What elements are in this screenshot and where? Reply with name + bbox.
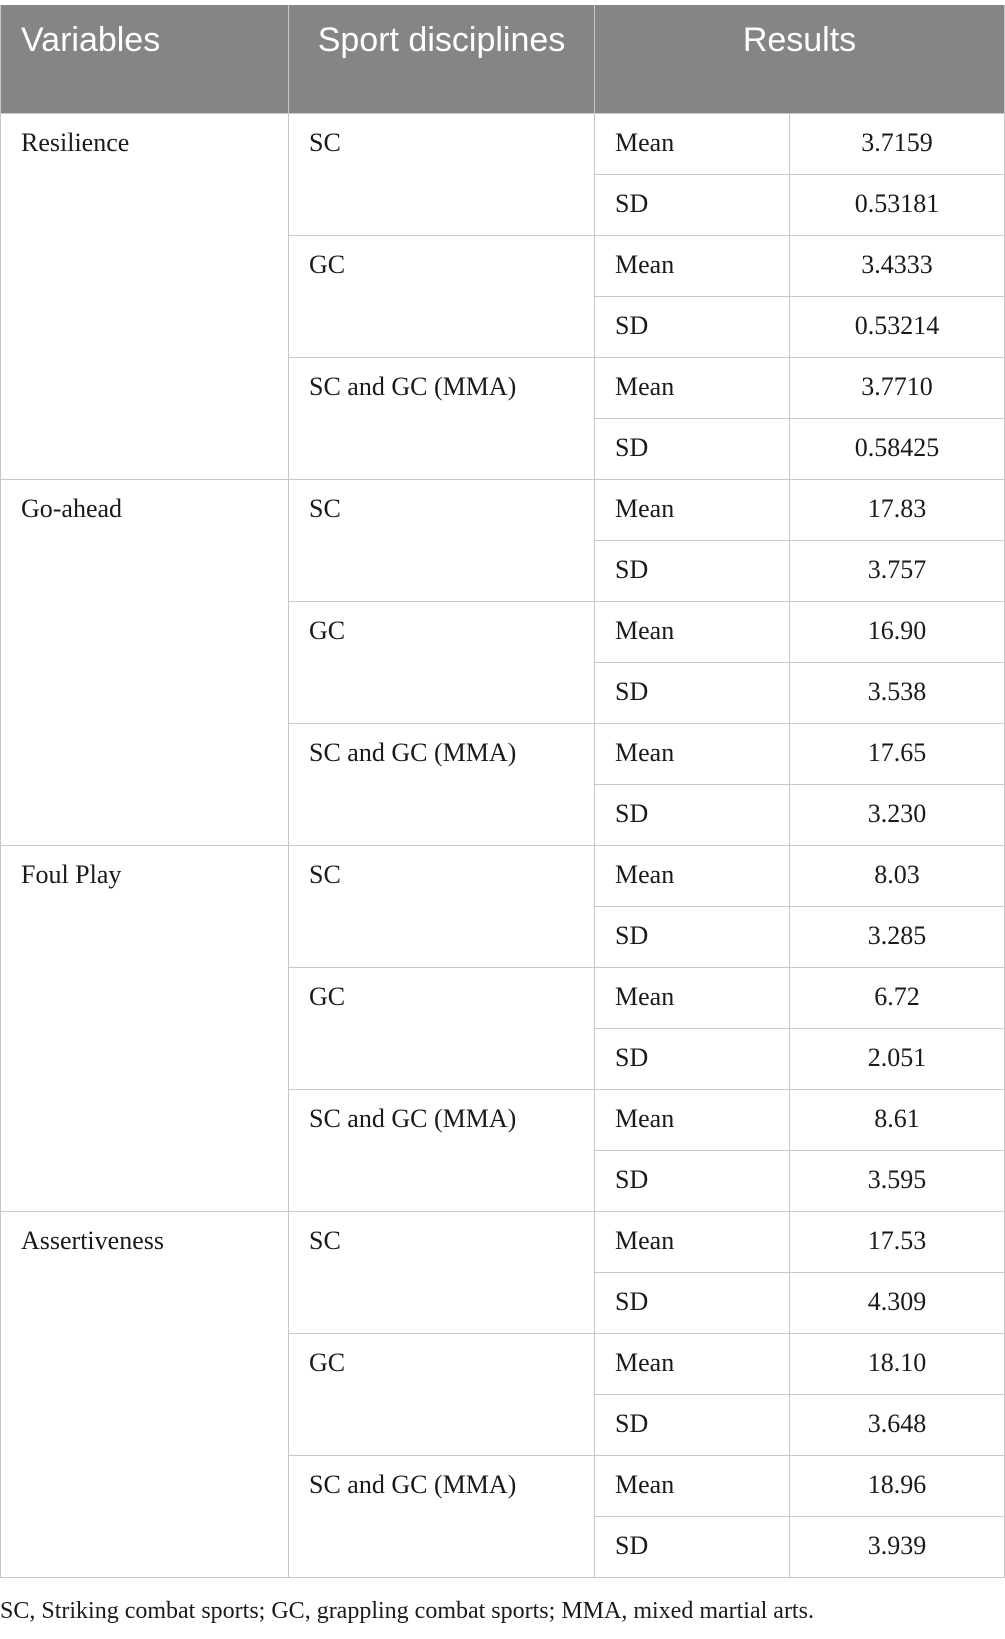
table-row xyxy=(1,845,1005,906)
table-footnote: SC, Striking combat sports; GC, grappling combat sports; MMA, mixed martial arts. xyxy=(0,1598,814,1624)
stat-value-cell: 3.7710 xyxy=(790,357,1005,418)
stat-value-cell: 3.285 xyxy=(790,906,1005,967)
stat-value-cell: 3.4333 xyxy=(790,235,1005,296)
stat-label-cell: SD xyxy=(595,906,790,967)
discipline-cell: SC xyxy=(289,1211,595,1333)
stat-label-cell: Mean xyxy=(595,967,790,1028)
variable-cell: Assertiveness xyxy=(1,1211,289,1577)
stat-label-cell: Mean xyxy=(595,479,790,540)
stat-label-cell: Mean xyxy=(595,845,790,906)
discipline-cell: SC and GC (MMA) xyxy=(289,357,595,479)
header-variables: Variables xyxy=(1,5,289,113)
stat-label-cell: SD xyxy=(595,1150,790,1211)
discipline-cell: SC and GC (MMA) xyxy=(289,723,595,845)
stat-label-cell: SD xyxy=(595,540,790,601)
stat-label-cell: Mean xyxy=(595,601,790,662)
stat-label-cell: Mean xyxy=(595,1333,790,1394)
stat-label-cell: Mean xyxy=(595,1211,790,1272)
stat-value-cell: 3.538 xyxy=(790,662,1005,723)
discipline-cell: SC and GC (MMA) xyxy=(289,1089,595,1211)
stat-value-cell: 3.939 xyxy=(790,1516,1005,1577)
results-table xyxy=(0,5,1005,1578)
stat-label-cell: Mean xyxy=(595,113,790,174)
stat-value-cell: 6.72 xyxy=(790,967,1005,1028)
stat-value-cell: 18.96 xyxy=(790,1455,1005,1516)
stat-value-cell: 3.230 xyxy=(790,784,1005,845)
stat-value-cell: 8.61 xyxy=(790,1089,1005,1150)
stat-label-cell: Mean xyxy=(595,1089,790,1150)
stat-value-cell: 17.53 xyxy=(790,1211,1005,1272)
discipline-cell: GC xyxy=(289,967,595,1089)
header-sport-disciplines: Sport disciplines xyxy=(289,5,595,113)
discipline-cell: SC xyxy=(289,479,595,601)
stat-value-cell: 17.83 xyxy=(790,479,1005,540)
variable-cell: Resilience xyxy=(1,113,289,479)
table-body xyxy=(1,113,1005,1577)
stat-label-cell: SD xyxy=(595,662,790,723)
stat-value-cell: 0.53214 xyxy=(790,296,1005,357)
discipline-cell: GC xyxy=(289,1333,595,1455)
stat-value-cell: 3.757 xyxy=(790,540,1005,601)
stat-label-cell: Mean xyxy=(595,357,790,418)
stat-label-cell: SD xyxy=(595,1394,790,1455)
stat-label-cell: SD xyxy=(595,1272,790,1333)
variable-cell: Go-ahead xyxy=(1,479,289,845)
stat-value-cell: 16.90 xyxy=(790,601,1005,662)
stat-value-cell: 8.03 xyxy=(790,845,1005,906)
stat-label-cell: SD xyxy=(595,784,790,845)
table-row xyxy=(1,1211,1005,1272)
stat-value-cell: 0.53181 xyxy=(790,174,1005,235)
stat-value-cell: 0.58425 xyxy=(790,418,1005,479)
stat-value-cell: 18.10 xyxy=(790,1333,1005,1394)
discipline-cell: SC xyxy=(289,845,595,967)
header-row xyxy=(1,5,1005,113)
stat-value-cell: 17.65 xyxy=(790,723,1005,784)
stat-label-cell: Mean xyxy=(595,723,790,784)
stat-label-cell: SD xyxy=(595,418,790,479)
discipline-cell: SC xyxy=(289,113,595,235)
table-row xyxy=(1,113,1005,174)
stat-label-cell: SD xyxy=(595,1028,790,1089)
variable-cell: Foul Play xyxy=(1,845,289,1211)
header-results: Results xyxy=(595,5,1005,113)
stat-label-cell: SD xyxy=(595,174,790,235)
stat-label-cell: Mean xyxy=(595,1455,790,1516)
discipline-cell: SC and GC (MMA) xyxy=(289,1455,595,1577)
stat-value-cell: 4.309 xyxy=(790,1272,1005,1333)
stat-label-cell: Mean xyxy=(595,235,790,296)
discipline-cell: GC xyxy=(289,235,595,357)
table-row xyxy=(1,479,1005,540)
stat-label-cell: SD xyxy=(595,296,790,357)
discipline-cell: GC xyxy=(289,601,595,723)
stat-label-cell: SD xyxy=(595,1516,790,1577)
stat-value-cell: 2.051 xyxy=(790,1028,1005,1089)
stat-value-cell: 3.595 xyxy=(790,1150,1005,1211)
stat-value-cell: 3.648 xyxy=(790,1394,1005,1455)
stat-value-cell: 3.7159 xyxy=(790,113,1005,174)
